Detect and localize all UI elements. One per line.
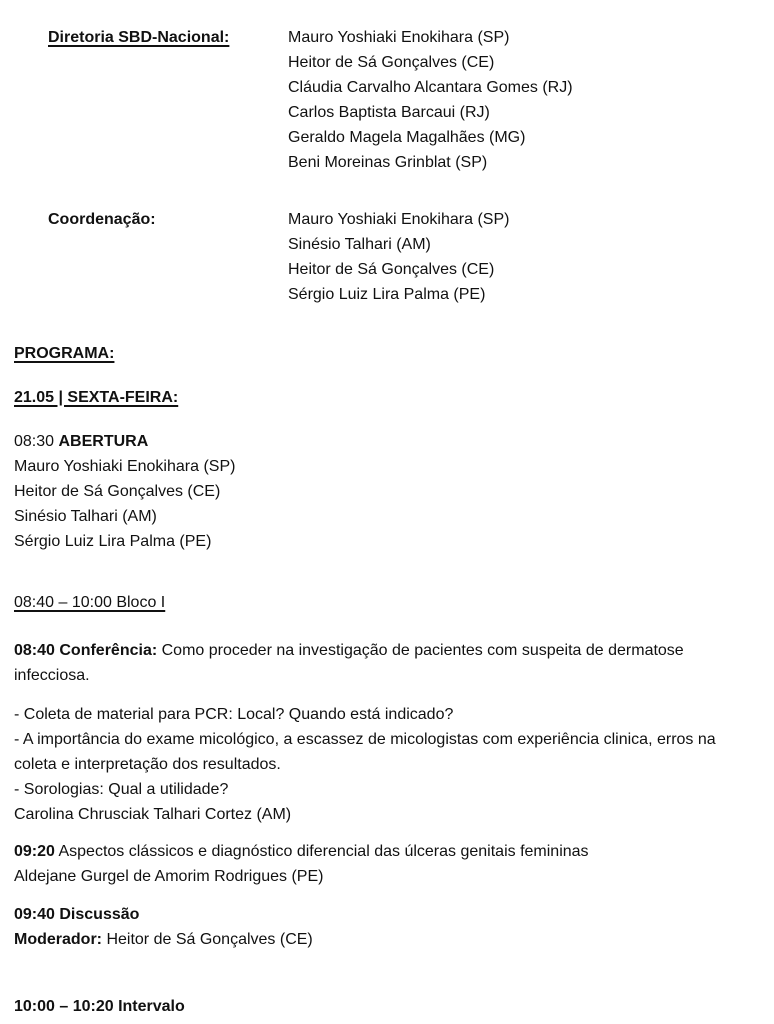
- moderator-label: Moderador:: [14, 931, 102, 948]
- discussion-title: 09:40 Discussão: [14, 906, 140, 923]
- topic-line: - Sorologias: Qual a utilidade?: [14, 781, 229, 798]
- bloco1-heading: 08:40 – 10:00 Bloco I: [14, 594, 166, 611]
- member-name: Carlos Baptista Barcaui (RJ): [288, 104, 490, 121]
- day-heading-row: [14, 385, 754, 410]
- opening-section: [14, 429, 754, 554]
- speaker-name: Sinésio Talhari (AM): [14, 508, 157, 525]
- topic-line: - A importância do exame micológico, a escassez de micologistas com experiência clinica, erros na: [14, 731, 716, 748]
- member-name: Geraldo Magela Magalhães (MG): [288, 129, 526, 146]
- program-heading-row: [14, 341, 754, 366]
- program-heading: PROGRAMA:: [14, 345, 115, 362]
- member-name: Mauro Yoshiaki Enokihara (SP): [288, 211, 510, 228]
- discussion-moderator-line: [14, 927, 754, 952]
- talk-0920-section: [14, 839, 754, 889]
- diretoria-section: [48, 25, 754, 175]
- talk-0920-speaker: Aldejane Gurgel de Amorim Rodrigues (PE): [14, 868, 324, 885]
- speaker-name: Sérgio Luiz Lira Palma (PE): [14, 533, 212, 550]
- discussion-section: [14, 902, 754, 952]
- opening-time: 08:30: [14, 433, 55, 450]
- bloco1-heading-row: [14, 590, 754, 615]
- moderator-name: Heitor de Sá Gonçalves (CE): [106, 931, 313, 948]
- conference-description-line2: infecciosa.: [14, 667, 90, 684]
- conference-speaker: Carolina Chrusciak Talhari Cortez (AM): [14, 806, 292, 823]
- conference-topics: [14, 702, 754, 827]
- member-name: Heitor de Sá Gonçalves (CE): [288, 54, 495, 71]
- diretoria-label: Diretoria SBD-Nacional:: [48, 29, 230, 46]
- coordenacao-label-column: [48, 207, 288, 307]
- day-heading: 21.05 | SEXTA-FEIRA:: [14, 389, 179, 406]
- conference-description-line1: Como proceder na investigação de pacientes com suspeita de dermatose: [161, 642, 684, 659]
- topic-line: - Coleta de material para PCR: Local? Quando está indicado?: [14, 706, 454, 723]
- diretoria-label-column: [48, 25, 288, 175]
- diretoria-members: [288, 25, 754, 175]
- talk-0920-title: Aspectos clássicos e diagnóstico diferencial das úlceras genitais femininas: [58, 843, 589, 860]
- speaker-name: Heitor de Sá Gonçalves (CE): [14, 483, 221, 500]
- interval-line: 10:00 – 10:20 Intervalo: [14, 998, 185, 1015]
- opening-title: ABERTURA: [58, 433, 149, 450]
- speaker-name: Mauro Yoshiaki Enokihara (SP): [14, 458, 236, 475]
- conference-section: [14, 638, 754, 688]
- opening-title-line: [14, 429, 754, 454]
- member-name: Sinésio Talhari (AM): [288, 236, 431, 253]
- member-name: Mauro Yoshiaki Enokihara (SP): [288, 29, 510, 46]
- coordenacao-members: [288, 207, 754, 307]
- topic-line: coleta e interpretação dos resultados.: [14, 756, 281, 773]
- coordenacao-label: Coordenação:: [48, 211, 156, 228]
- member-name: Heitor de Sá Gonçalves (CE): [288, 261, 495, 278]
- member-name: Beni Moreinas Grinblat (SP): [288, 154, 488, 171]
- conference-time-title: 08:40 Conferência:: [14, 642, 158, 659]
- coordenacao-section: [48, 207, 754, 307]
- talk-0920-title-line: [14, 839, 754, 864]
- talk-0920-time: 09:20: [14, 843, 55, 860]
- member-name: Cláudia Carvalho Alcantara Gomes (RJ): [288, 79, 573, 96]
- member-name: Sérgio Luiz Lira Palma (PE): [288, 286, 486, 303]
